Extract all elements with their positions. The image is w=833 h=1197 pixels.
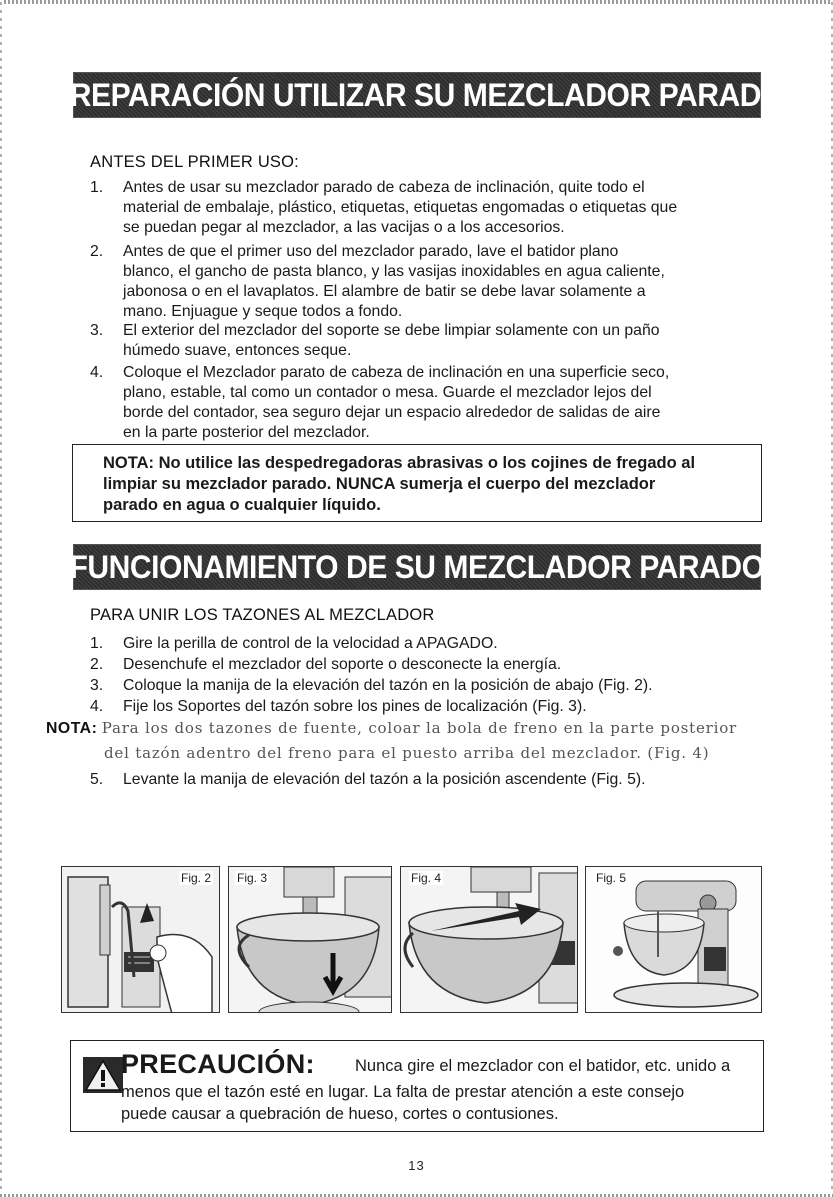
caution-line: Nunca gire el mezclador con el batidor, etc. unido a	[355, 1057, 731, 1075]
step-line: borde del contador, sea seguro dejar un espacio alrededor de salidas de aire	[123, 404, 661, 421]
cleaning-note-box	[72, 444, 762, 522]
step-text: Coloque la manija de la elevación del tazón en la posición de abajo (Fig. 2).	[123, 677, 653, 694]
figure-label: Fig. 3	[237, 871, 268, 885]
figure-label: Fig. 4	[411, 871, 442, 885]
step-item	[90, 675, 790, 696]
step-item	[90, 633, 790, 654]
attach-bowl-steps	[90, 633, 790, 717]
section-heading-attach-bowls: PARA UNIR LOS TAZONES AL MEZCLADOR	[90, 606, 435, 624]
step-line: mano. Enjuague y seque todos a fondo.	[123, 303, 403, 320]
warning-triangle-icon	[83, 1057, 123, 1093]
step-line: jabonosa o en el lavaplatos. El alambre de batir se debe lavar solamente a	[123, 283, 646, 300]
step-line: El exterior del mezclador del soporte se debe limpiar solamente con un paño	[123, 322, 660, 339]
figure-3	[228, 866, 392, 1013]
step-line: Antes de usar su mezclador parado de cabeza de inclinación, quite todo el	[123, 179, 645, 196]
step-text: Gire la perilla de control de la velocidad a APAGADO.	[123, 635, 498, 652]
step-item	[90, 242, 780, 322]
figure-4	[400, 866, 578, 1013]
step-line: se puedan pegar al mezclador, a las vacijas o a los accesorios.	[123, 219, 565, 236]
step-number: 1.	[90, 635, 104, 652]
step-line: en la parte posterior del mezclador.	[123, 424, 370, 441]
nota-line: del tazón adentro del freno para el puesto arriba del mezclador. (Fig. 4)	[104, 744, 710, 762]
step-item	[90, 178, 780, 242]
nota-line: Para los dos tazones de fuente, coloar la bola de freno en la parte posterior	[101, 719, 738, 737]
step-text: Fije los Soportes del tazón sobre los pines de localización (Fig. 3).	[123, 698, 587, 715]
step-item	[90, 321, 780, 363]
caution-line: menos que el tazón esté en lugar. La falta de prestar atención a este consejo	[121, 1083, 685, 1101]
caution-title: PRECAUCIÓN:	[121, 1049, 315, 1079]
step-number: 2.	[90, 243, 104, 260]
page-edge-top	[0, 0, 833, 4]
note-line: limpiar su mezclador parado. NUNCA sumerja el cuerpo del mezclador	[103, 475, 656, 493]
fig2-illustration	[62, 867, 220, 1013]
figure-label: Fig. 2	[180, 871, 211, 885]
step-number: 1.	[90, 179, 104, 196]
fig3-illustration	[229, 867, 392, 1013]
section-banner-preparation	[50, 72, 784, 118]
section-heading-first-use: ANTES DEL PRIMER USO:	[90, 153, 299, 171]
step-line: húmedo suave, entonces seque.	[123, 342, 352, 359]
step-number: 3.	[90, 322, 104, 339]
banner-title: FUNCIONAMIENTO DE SU MEZCLADOR PARADO	[69, 548, 765, 585]
page-edge-left	[0, 0, 2, 1197]
step-text: Levante la manija de elevación del tazón a la posición ascendente (Fig. 5).	[123, 771, 646, 788]
step-item	[90, 696, 790, 717]
banner-title: PREPARACIÓN UTILIZAR SU MEZCLADOR PARADO	[50, 76, 784, 113]
caution-box	[70, 1040, 764, 1132]
step-line: blanco, el gancho de pasta blanco, y las vasijas inoxidables en agua caliente,	[123, 263, 665, 280]
step-line: plano, estable, tal como un contador o mesa. Guarde el mezclador lejos del	[123, 384, 652, 401]
first-use-steps	[90, 178, 780, 443]
figure-2	[61, 866, 220, 1013]
step-number: 4.	[90, 698, 104, 715]
step-number: 2.	[90, 656, 104, 673]
step-line: material de embalaje, plástico, etiquetas, etiquetas engomadas o etiquetas que	[123, 199, 678, 216]
step-number: 4.	[90, 364, 104, 381]
fig5-illustration	[586, 867, 762, 1013]
figure-label: Fig. 5	[596, 871, 627, 885]
step-item	[90, 770, 790, 790]
step-line: Coloque el Mezclador parato de cabeza de inclinación en una superficie seco,	[123, 364, 670, 381]
step-text: Desenchufe el mezclador del soporte o desconecte la energía.	[123, 656, 562, 673]
step-number: 3.	[90, 677, 104, 694]
figure-5	[585, 866, 762, 1013]
nota-label: NOTA:	[46, 720, 98, 737]
step-number: 5.	[90, 771, 104, 788]
page-number: 13	[408, 1158, 425, 1173]
attach-bowl-step-5	[90, 770, 790, 790]
step-line: Antes de que el primer uso del mezclador parado, lave el batidor plano	[123, 243, 619, 260]
note-line: NOTA: No utilice las despedregadoras abrasivas o los cojines de fregado al	[103, 454, 696, 472]
caution-line: puede causar a quebración de hueso, cortes o contusiones.	[121, 1105, 559, 1123]
section-banner-operation	[69, 544, 765, 590]
note-line: parado en agua o cualquier líquido.	[103, 496, 381, 514]
fig4-illustration	[401, 867, 578, 1013]
step-item	[90, 363, 780, 443]
bowl-brake-note	[46, 716, 776, 766]
step-item	[90, 654, 790, 675]
